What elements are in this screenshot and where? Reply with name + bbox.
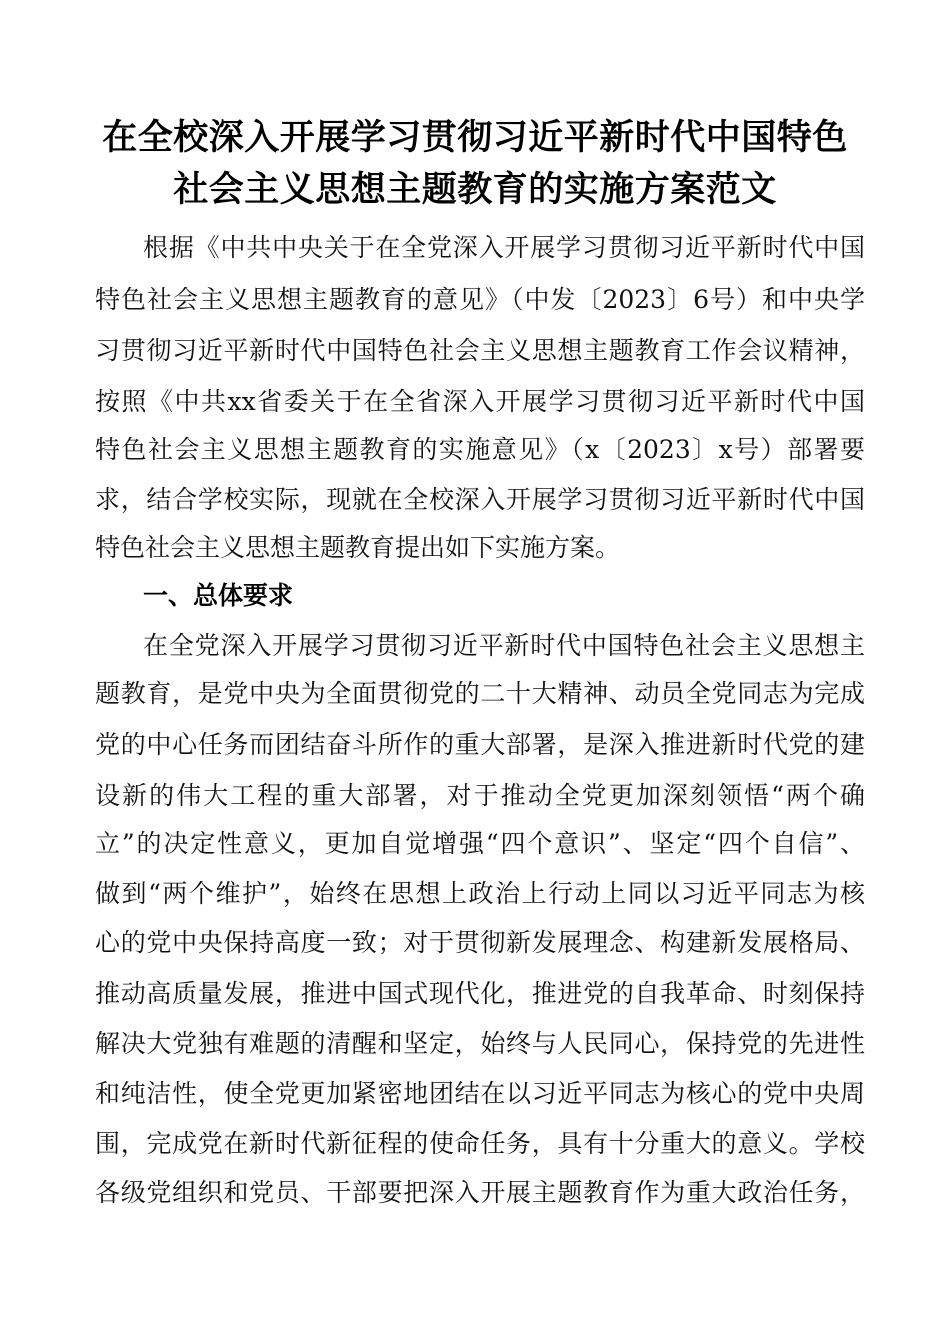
paragraph-line: 设新的伟大工程的重大部署，对于推动全党更加深刻领悟“两个确 <box>95 781 865 810</box>
paragraph-line: 特色社会主义思想主题教育提出如下实施方案。 <box>95 533 621 562</box>
paragraph-line: 推动高质量发展，推进中国式现代化，推进党的自我革命、时刻保持 <box>95 979 865 1008</box>
section-heading: 一、总体要求 <box>143 581 294 610</box>
paragraph-line: 做到“两个维护”，始终在思想上政治上行动上同以习近平同志为核 <box>95 879 865 908</box>
paragraph-line: 在全党深入开展学习贯彻习近平新时代中国特色社会主义思想主 <box>143 631 865 660</box>
document-title-line-1: 在全校深入开展学习贯彻习近平新时代中国特色 <box>102 118 848 158</box>
paragraph-line: 特色社会主义思想主题教育的实施意见》（x〔2023〕x号）部署要 <box>95 435 865 464</box>
paragraph-line: 特色社会主义思想主题教育的意见》（中发〔2023〕6号）和中央学 <box>95 285 865 314</box>
paragraph-line: 围，完成党在新时代新征程的使命任务，具有十分重大的意义。学校 <box>95 1129 865 1158</box>
paragraph-line: 和纯洁性，使全党更加紧密地团结在以习近平同志为核心的党中央周 <box>95 1079 865 1108</box>
paragraph-line: 习贯彻习近平新时代中国特色社会主义思想主题教育工作会议精神， <box>95 336 865 365</box>
document-title-line-2: 社会主义思想主题教育的实施方案范文 <box>173 170 777 210</box>
paragraph-line: 根据《中共中央关于在全党深入开展学习贯彻习近平新时代中国 <box>143 233 865 262</box>
paragraph-line: 求，结合学校实际，现就在全校深入开展学习贯彻习近平新时代中国 <box>95 485 865 514</box>
paragraph-line: 立”的决定性意义，更加自觉增强“四个意识”、坚定“四个自信”、 <box>95 829 865 858</box>
paragraph-line: 各级党组织和党员、干部要把深入开展主题教育作为重大政治任务， <box>95 1178 865 1207</box>
paragraph-line: 解决大党独有难题的清醒和坚定，始终与人民同心，保持党的先进性 <box>95 1029 865 1058</box>
paragraph-line: 按照《中共xx省委关于在全省深入开展学习贯彻习近平新时代中国 <box>95 387 865 416</box>
paragraph-line: 党的中心任务而团结奋斗所作的重大部署，是深入推进新时代党的建 <box>95 730 865 759</box>
paragraph-line: 心的党中央保持高度一致；对于贯彻新发展理念、构建新发展格局、 <box>95 928 865 957</box>
paragraph-line: 题教育，是党中央为全面贯彻党的二十大精神、动员全党同志为完成 <box>95 679 865 708</box>
